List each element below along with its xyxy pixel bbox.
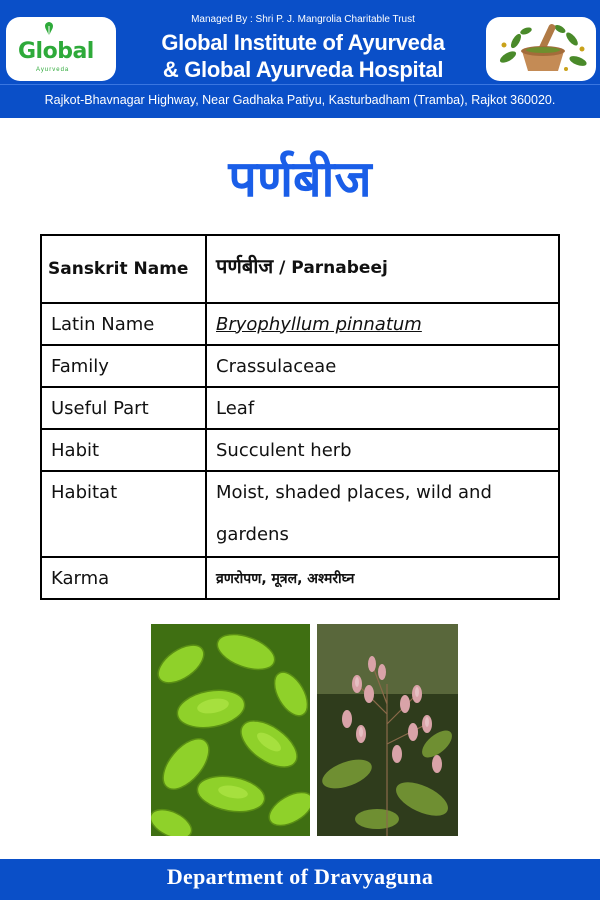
leaf-icon [43, 22, 55, 40]
bryophyllum-leaves-photo [151, 624, 310, 836]
plant-info-table [40, 234, 560, 600]
plant-title: पर्णबीज [228, 150, 372, 208]
mortar-pestle-herbs-icon [486, 17, 596, 81]
value-habit: Succulent herb [206, 429, 559, 471]
latin-name-text: Bryophyllum pinnatum [216, 313, 422, 335]
table-row-latin [41, 303, 559, 345]
department-name: Department of Dravyaguna [166, 864, 434, 889]
logo-subtext: Ayurveda [36, 67, 70, 73]
value-habitat: Moist, shaded places, wild and gardens [206, 471, 559, 557]
label-family: Family [41, 345, 206, 387]
value-karma: व्रणरोपण, मूत्रल, अश्मरीघ्न [206, 557, 559, 599]
value-latin-name [206, 303, 559, 345]
label-habit: Habit [41, 429, 206, 471]
label-karma: Karma [41, 557, 206, 599]
table-row-karma [41, 557, 559, 599]
logo-text: Global [18, 39, 94, 64]
table-row-sanskrit [41, 235, 559, 303]
institute-title-line-2: & Global Ayurveda Hospital [162, 57, 444, 82]
institute-title [120, 29, 486, 83]
label-sanskrit-name: Sanskrit Name [41, 235, 206, 303]
value-useful-part: Leaf [206, 387, 559, 429]
table-row-habitat [41, 471, 559, 557]
herb-mortar-image [486, 17, 596, 81]
global-ayurveda-logo [6, 17, 116, 81]
table-row-family [41, 345, 559, 387]
table-row-useful-part [41, 387, 559, 429]
table-row-habit [41, 429, 559, 471]
institute-title-line-1: Global Institute of Ayurveda [161, 30, 445, 55]
value-family: Crassulaceae [206, 345, 559, 387]
label-useful-part: Useful Part [41, 387, 206, 429]
bryophyllum-flowers-photo [317, 624, 458, 836]
label-habitat: Habitat [41, 471, 206, 557]
label-latin-name: Latin Name [41, 303, 206, 345]
sanskrit-name-latin: / Parnabeej [273, 258, 388, 278]
institute-address: Rajkot-Bhavnagar Highway, Near Gadhaka Patiyu, Kasturbadham (Tramba), Rajkot 360020. [44, 93, 556, 107]
sanskrit-name-devanagari: पर्णबीज [216, 254, 274, 278]
value-sanskrit-name [206, 235, 559, 303]
managed-by-text: Managed By : Shri P. J. Mangrolia Charitable Trust [191, 14, 415, 25]
